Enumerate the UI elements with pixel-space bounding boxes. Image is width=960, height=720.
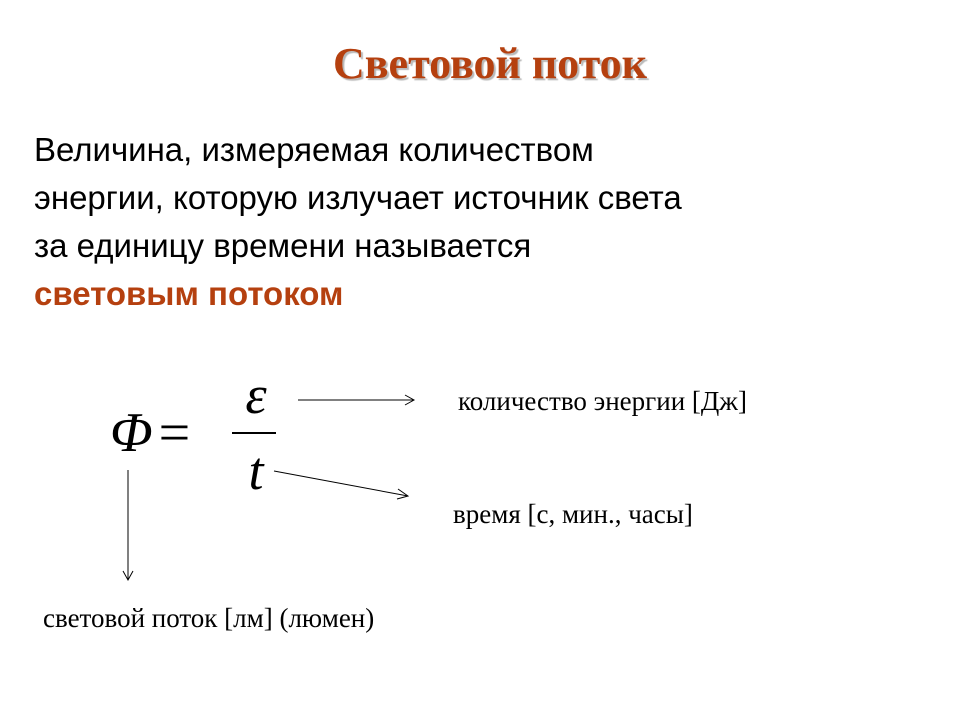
- defined-term: световым потоком: [34, 275, 344, 312]
- flux-label: световой поток [лм] (люмен): [43, 603, 375, 633]
- energy-label: количество энергии [Дж]: [458, 386, 747, 416]
- definition-line-1: Величина, измеряемая количеством: [34, 131, 594, 168]
- energy-arrow: [298, 395, 414, 405]
- slide-title: Световой поток: [333, 39, 647, 88]
- equals-sign: =: [158, 402, 191, 464]
- definition-line-3: за единицу времени называется: [34, 227, 532, 264]
- formula-denominator: t: [248, 441, 264, 501]
- formula-numerator: ε: [245, 365, 267, 425]
- time-arrow: [274, 471, 408, 499]
- flux-symbol: Φ: [110, 402, 153, 464]
- definition-line-2: энергии, которую излучает источник света: [34, 179, 682, 216]
- flux-arrow: [123, 470, 133, 580]
- time-label: время [с, мин., часы]: [453, 499, 693, 529]
